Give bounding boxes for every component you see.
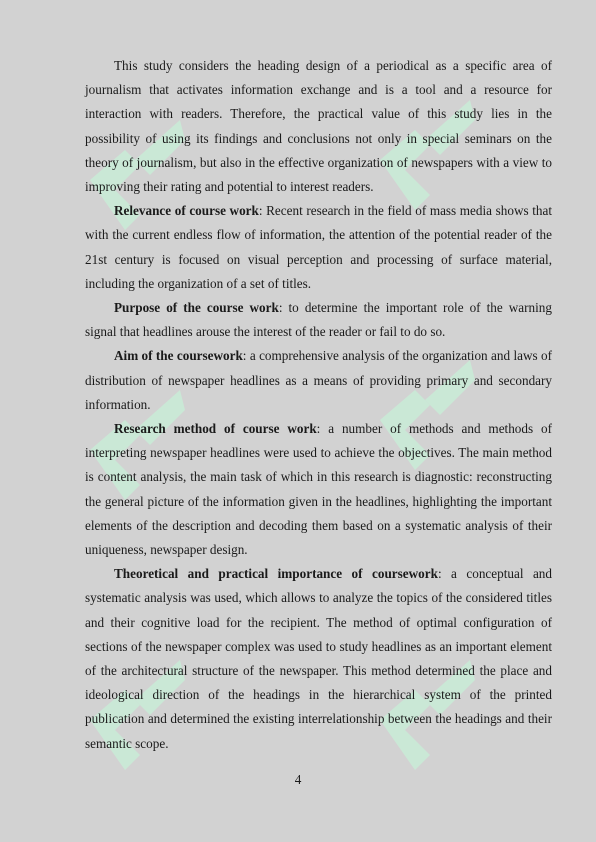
paragraph-heading: Theoretical and practical importance of coursework bbox=[114, 566, 438, 582]
paragraph-research-method: Research method of course work: a number of methods and methods of interpreting newspaper headlines were used to achieve the objectives. The main method is content analysis, the main task of which in this research is diagnostic: reconstructing the general picture of the information given in the headlines, highlighting the important elements of the description and decoding them based on a systematic analysis of their uniqueness, newspaper design. bbox=[85, 421, 552, 558]
paragraph-aim: Aim of the coursework: a comprehensive analysis of the organization and laws of distribution of newspaper headlines as a means of providing primary and secondary information. bbox=[85, 348, 552, 412]
paragraph-heading: Relevance of course work bbox=[114, 203, 259, 219]
paragraph-intro: This study considers the heading design of a periodical as a specific area of journalism that activates information exchange and is a tool and a resource for interaction with readers. Therefore, the practical value of this study lies in the possibility of using its findings and conclusions not only in special seminars on the theory of journalism, but also in the effective organization of newspapers with a view to improving their rating and potential to interest readers. bbox=[85, 58, 552, 195]
document-body bbox=[85, 54, 552, 756]
paragraph-purpose: Purpose of the course work: to determine the important role of the warning signal that headlines arouse the interest of the reader or fail to do so. bbox=[85, 300, 552, 340]
paragraph-importance: Theoretical and practical importance of coursework: a conceptual and systematic analysis was used, which allows to analyze the topics of the considered titles and their cognitive load for the recipient. The method of optimal configuration of sections of the newspaper complex was used to study headlines as an important element of the architectural structure of the newspaper. This method determined the place and ideological direction of the headings in the hierarchical system of the printed publication and determined the existing interrelationship between the headings and their semantic scope. bbox=[85, 566, 552, 751]
paragraph-heading: Research method of course work bbox=[114, 421, 317, 437]
paragraph-heading: Aim of the coursework bbox=[114, 348, 243, 364]
paragraph-relevance: Relevance of course work: Recent research in the field of mass media shows that with the current endless flow of information, the attention of the potential reader of the 21st century is focused on visual perception and processing of surface material, including the organization of a set of titles. bbox=[85, 203, 552, 291]
page-number: 4 bbox=[294, 772, 302, 787]
paragraph-heading: Purpose of the course work bbox=[114, 300, 279, 316]
